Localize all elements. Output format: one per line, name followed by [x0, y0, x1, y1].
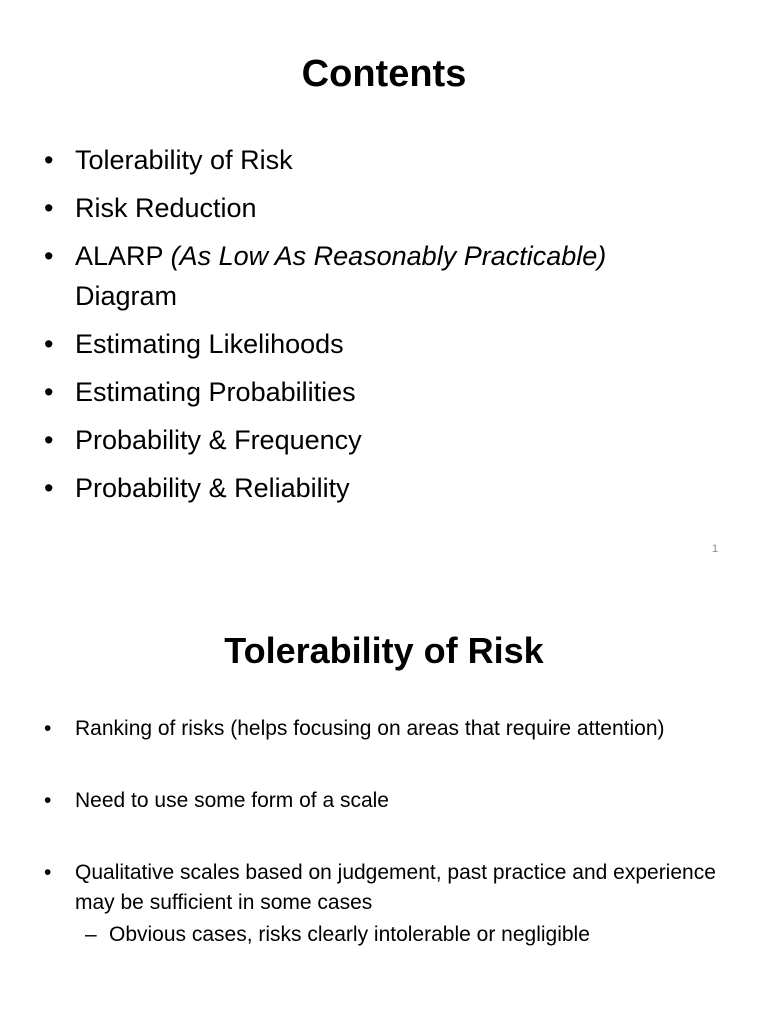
- dash-icon: –: [85, 923, 97, 946]
- list-item-text: Tolerability of Risk: [75, 145, 293, 175]
- alarp-expansion: (As Low As Reasonably Practicable): [170, 241, 607, 271]
- list-item-text: Estimating Probabilities: [75, 377, 356, 407]
- sub-list-item-text: Obvious cases, risks clearly intolerable or negligible: [109, 923, 590, 946]
- list-item-text: Estimating Likelihoods: [75, 329, 344, 359]
- list-item: [44, 714, 734, 744]
- slide-title: Contents: [301, 53, 467, 95]
- list-item-text: Qualitative scales based on judgement, past practice and experience may be sufficient in some cases: [75, 861, 716, 914]
- list-item: [44, 786, 734, 816]
- list-item: [44, 188, 734, 228]
- sub-list: [75, 920, 734, 950]
- list-item-text: Ranking of risks (helps focusing on areas that require attention): [75, 717, 665, 740]
- bullet-icon: •: [44, 473, 54, 503]
- list-item: [44, 140, 734, 180]
- list-item: [44, 372, 734, 412]
- tolerability-list: [44, 714, 734, 950]
- list-item: [44, 324, 734, 364]
- contents-list: [44, 140, 734, 516]
- list-item: [44, 468, 734, 508]
- bullet-icon: •: [44, 329, 54, 359]
- list-item-text: Need to use some form of a scale: [75, 789, 389, 812]
- bullet-icon: •: [44, 193, 54, 223]
- bullet-icon: •: [44, 241, 54, 271]
- bullet-icon: •: [44, 789, 52, 812]
- bullet-icon: •: [44, 425, 54, 455]
- bullet-icon: •: [44, 717, 52, 740]
- list-item: [44, 420, 734, 460]
- list-item: [44, 236, 734, 316]
- list-item-text: Probability & Frequency: [75, 425, 362, 455]
- list-item-text: Probability & Reliability: [75, 473, 350, 503]
- bullet-icon: •: [44, 145, 54, 175]
- list-item: [44, 858, 734, 950]
- page-number: 1: [712, 543, 719, 555]
- slide-tolerability: [0, 576, 768, 1024]
- sub-list-item: [75, 920, 734, 950]
- bullet-icon: •: [44, 861, 52, 884]
- bullet-icon: •: [44, 377, 54, 407]
- alarp-suffix: Diagram: [75, 281, 178, 311]
- alarp-prefix: ALARP: [75, 241, 171, 271]
- list-item-text: Risk Reduction: [75, 193, 257, 223]
- slide-title: Tolerability of Risk: [224, 630, 544, 671]
